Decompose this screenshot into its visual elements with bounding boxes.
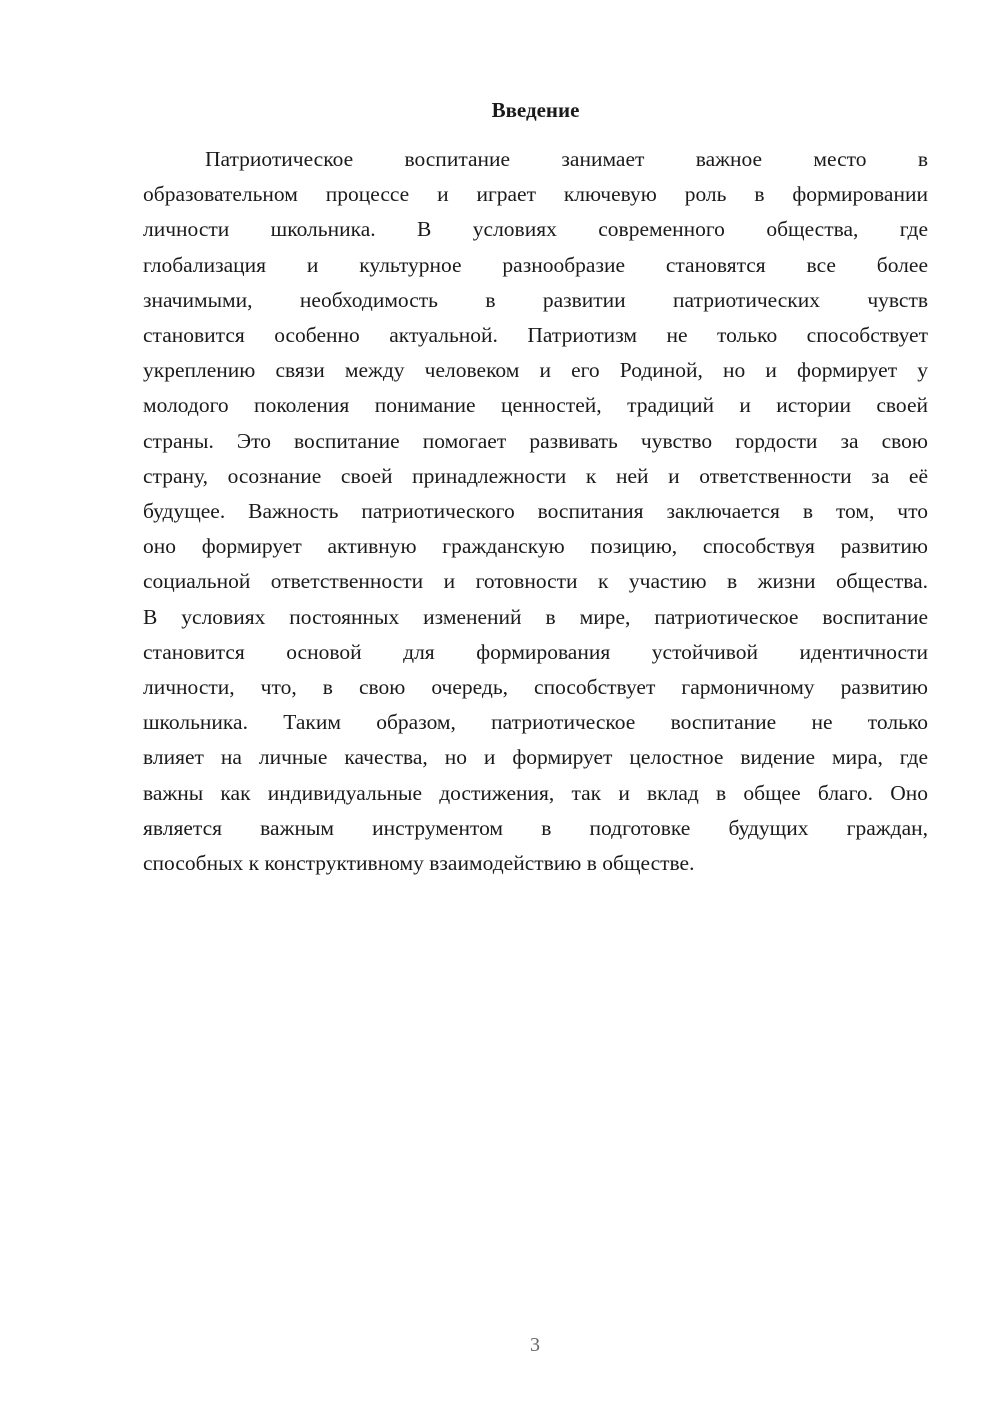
paragraph-line: молодого поколения понимание ценностей, традиций и истории своей xyxy=(143,393,928,418)
paragraph-line: значимыми, необходимость в развитии патриотических чувств xyxy=(143,287,928,312)
paragraph-line: является важным инструментом в подготовке будущих граждан, xyxy=(143,815,928,840)
paragraph-line: укреплению связи между человеком и его Родиной, но и формирует у xyxy=(143,358,928,383)
paragraph-line: социальной ответственности и готовности к участию в жизни общества. xyxy=(143,569,928,594)
section-heading: Введение xyxy=(491,98,580,122)
paragraph-line: становится основой для формирования устойчивой идентичности xyxy=(143,639,928,664)
paragraph-line: влияет на личные качества, но и формирует целостное видение мира, где xyxy=(143,745,928,770)
paragraph-line: страну, осознание своей принадлежности к ней и ответственности за её xyxy=(143,463,928,488)
paragraph-line: становится особенно актуальной. Патриотизм не только способствует xyxy=(143,323,928,348)
paragraph-line: оно формирует активную гражданскую позицию, способствуя развитию xyxy=(143,534,928,559)
paragraph-line: Патриотическое воспитание занимает важное место в xyxy=(205,147,928,171)
paragraph-line: школьника. Таким образом, патриотическое воспитание не только xyxy=(143,710,928,735)
paragraph-line: страны. Это воспитание помогает развивать чувство гордости за свою xyxy=(143,428,928,453)
paragraph-line: личности, что, в свою очередь, способствует гармоничному развитию xyxy=(143,675,928,700)
page-number: 3 xyxy=(530,1334,540,1356)
paragraph-line: В условиях постоянных изменений в мире, патриотическое воспитание xyxy=(143,604,928,629)
paragraph xyxy=(143,142,928,881)
paragraph-line: важны как индивидуальные достижения, так и вклад в общее благо. Оно xyxy=(143,780,928,805)
paragraph-line: образовательном процессе и играет ключевую роль в формировании xyxy=(143,182,928,207)
paragraph-line: глобализация и культурное разнообразие становятся все более xyxy=(143,252,928,277)
paragraph-line: личности школьника. В условиях современного общества, где xyxy=(143,217,928,242)
paragraph-line: способных к конструктивному взаимодействию в обществе. xyxy=(143,851,695,876)
paragraph-line: будущее. Важность патриотического воспитания заключается в том, что xyxy=(143,499,928,524)
